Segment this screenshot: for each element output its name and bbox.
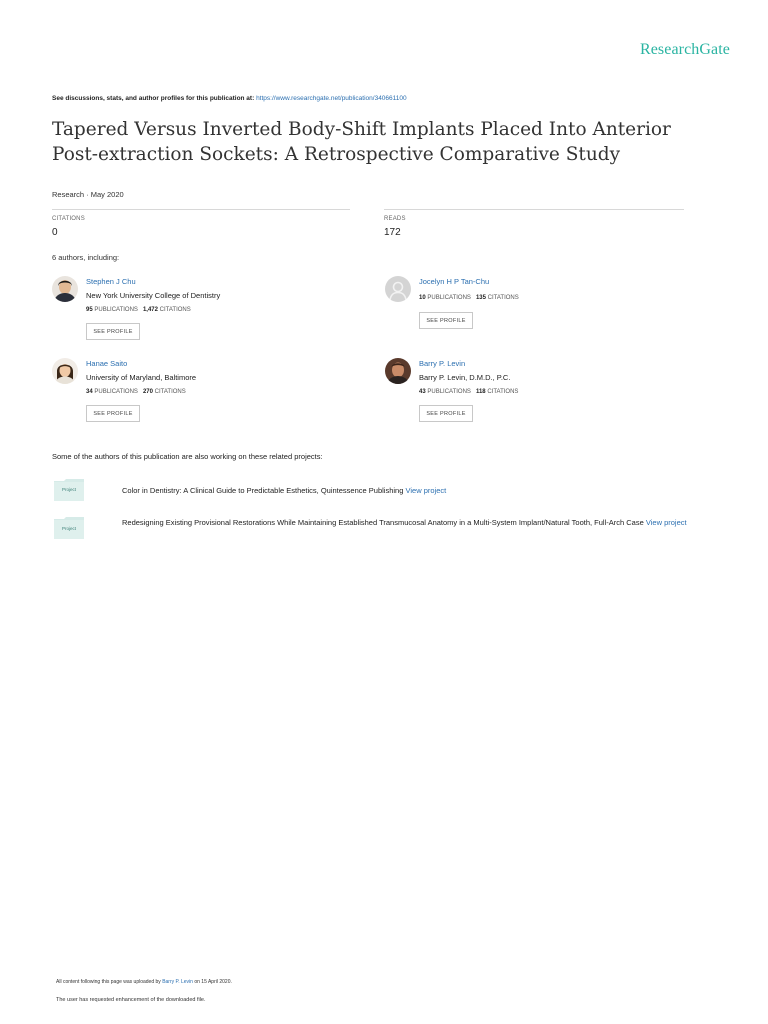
see-profile-button[interactable]: SEE PROFILE: [419, 405, 473, 422]
citations-label: CITATIONS: [52, 216, 85, 222]
author-stats: 95 PUBLICATIONS 1,472 CITATIONS: [86, 307, 191, 313]
researchgate-logo[interactable]: ResearchGate: [639, 41, 730, 58]
project-icon-label: Project: [61, 487, 76, 492]
related-projects-label: Some of the authors of this publication are also working on these related projects:: [52, 452, 323, 461]
authors-label: 6 authors, including:: [52, 253, 120, 262]
author-avatar-hanae-saito[interactable]: [52, 358, 78, 384]
divider: [52, 209, 350, 210]
divider: [384, 209, 684, 210]
view-project-link[interactable]: View project: [405, 486, 447, 495]
upload-note: All content following this page was uploaded by Barry P. Levin on 15 April 2020.: [56, 979, 232, 985]
publication-url-link[interactable]: https://www.researchgate.net/publication/340661100: [256, 95, 407, 102]
project-item: [122, 516, 712, 529]
view-project-link[interactable]: View project: [645, 518, 687, 527]
project-text: Color in Dentistry: A Clinical Guide to Predictable Esthetics, Quintessence Publishing: [122, 486, 406, 495]
see-profile-button[interactable]: SEE PROFILE: [86, 405, 140, 422]
author-affiliation: University of Maryland, Baltimore: [86, 373, 197, 382]
publication-link-line: [52, 95, 407, 102]
project-text: Redesigning Existing Provisional Restorations While Maintaining Established Transmucosal Anatomy in a Multi-System Implant/Natural Tooth, Full-Arch Case: [122, 518, 646, 527]
see-profile-button[interactable]: SEE PROFILE: [86, 323, 140, 340]
project-item: [122, 484, 702, 497]
page-title: Tapered Versus Inverted Body-Shift Implants Placed Into Anterior Post-extraction Sockets: A Retrospective Comparative Study: [52, 119, 671, 165]
see-profile-button[interactable]: SEE PROFILE: [419, 312, 473, 329]
reads-label: READS: [384, 216, 406, 222]
publication-meta: Research · May 2020: [52, 190, 124, 199]
author-name[interactable]: Barry P. Levin: [419, 359, 466, 368]
default-avatar-icon[interactable]: [385, 276, 411, 302]
author-name[interactable]: Stephen J Chu: [86, 277, 136, 286]
project-icon-label: Project: [61, 526, 76, 531]
author-stats: 43 PUBLICATIONS 118 CITATIONS: [419, 389, 519, 395]
author-name[interactable]: Jocelyn H P Tan-Chu: [419, 277, 490, 286]
project-folder-icon[interactable]: [54, 517, 84, 539]
see-prefix: See discussions, stats, and author profiles for this publication at:: [52, 95, 257, 102]
project-folder-icon[interactable]: [54, 479, 84, 501]
enhancement-note: The user has requested enhancement of the downloaded file.: [56, 997, 206, 1003]
author-avatar-barry-levin[interactable]: [385, 358, 411, 384]
uploader-link[interactable]: Barry P. Levin: [162, 979, 193, 985]
author-affiliation: New York University College of Dentistry: [86, 291, 221, 300]
author-name[interactable]: Hanae Saito: [86, 359, 128, 368]
author-affiliation: Barry P. Levin, D.M.D., P.C.: [419, 373, 511, 382]
reads-value: 172: [384, 227, 401, 238]
author-stats: 34 PUBLICATIONS 270 CITATIONS: [86, 389, 186, 395]
citations-value: 0: [52, 227, 58, 238]
author-avatar-stephen-chu[interactable]: [52, 276, 78, 302]
author-stats: 10 PUBLICATIONS 135 CITATIONS: [419, 295, 519, 301]
